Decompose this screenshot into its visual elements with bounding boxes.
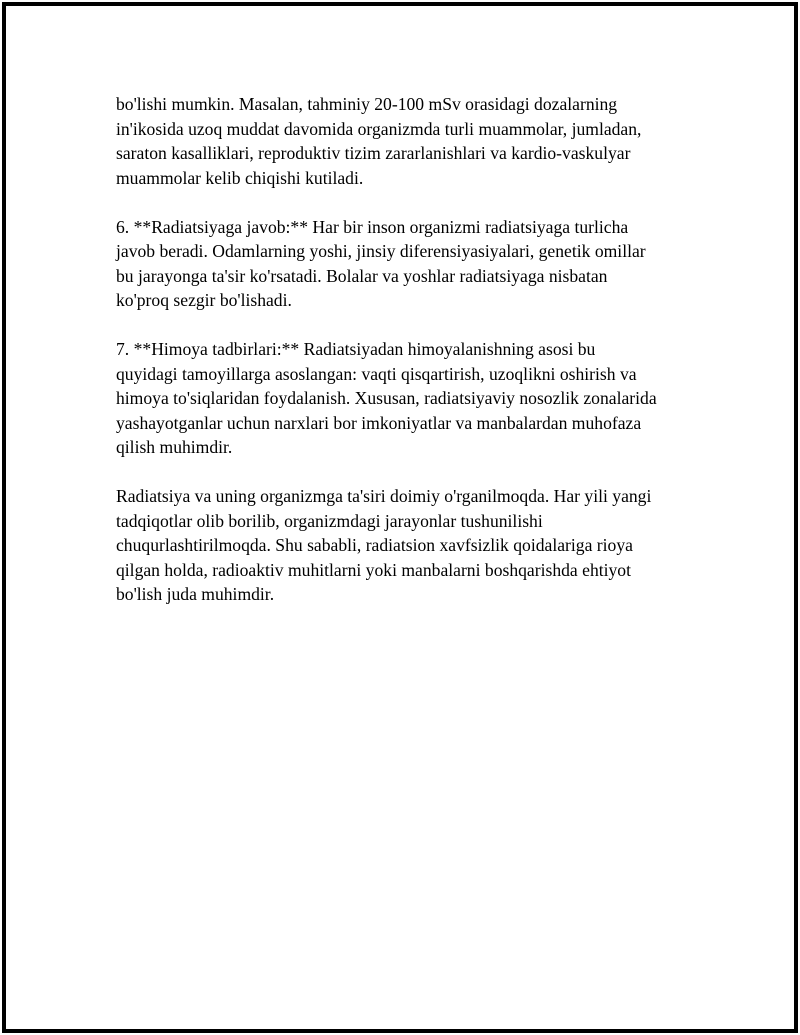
text-line: chuqurlashtirilmoqda. Shu sababli, radiatsion xavfsizlik qoidalariga rioya	[116, 535, 633, 555]
text-line: 6. **Radiatsiyaga javob:** Har bir inson organizmi radiatsiyaga turlicha	[116, 216, 629, 237]
text-line: Radiatsiya va uning organizmga ta'siri doimiy o'rganilmoqda. Har yili yangi	[116, 486, 652, 506]
text-line: 7. **Himoya tadbirlari:** Radiatsiyadan himoyalanishning asosi bu	[116, 339, 596, 359]
text-line: quyidagi tamoyillarga asoslangan: vaqti qisqartirish, uzoqlikni oshirish va	[116, 363, 637, 384]
text-line: tadqiqotlar olib borilib, organizmdagi jarayonlar tushunilishi	[116, 510, 543, 531]
text-line: yashayotganlar uchun narxlari bor imkoniyatlar va manbalardan muhofaza	[116, 412, 642, 433]
paragraph-radiation-response	[116, 215, 696, 313]
text-line: bo'lish juda muhimdir.	[116, 584, 275, 604]
text-line: bu jarayonga ta'sir ko'rsatadi. Bolalar va yoshlar radiatsiyaga nisbatan	[116, 265, 608, 286]
paragraph-protection-measures	[116, 337, 696, 460]
text-line: himoya to'siqlaridan foydalanish. Xususan, radiatsiyaviy nosozlik zonalarida	[116, 388, 657, 408]
paragraph-conclusion	[116, 484, 696, 607]
paragraph-dose-effects	[116, 92, 696, 190]
text-line: in'ikosida uzoq muddat davomida organizmda turli muammolar, jumladan,	[116, 118, 642, 139]
text-line: bo'lishi mumkin. Masalan, tahminiy 20-100 mSv orasidagi dozalarning	[116, 94, 618, 114]
text-line: ko'proq sezgir bo'lishadi.	[116, 290, 292, 310]
text-line: javob beradi. Odamlarning yoshi, jinsiy diferensiyasiyalari, genetik omillar	[116, 241, 646, 261]
text-line: saraton kasalliklari, reproduktiv tizim zararlanishlari va kardio-vaskulyar	[116, 143, 631, 163]
text-line: qilgan holda, radioaktiv muhitlarni yoki manbalarni boshqarishda ehtiyot	[116, 559, 631, 580]
text-line: muammolar kelib chiqishi kutiladi.	[116, 167, 364, 188]
document-body	[116, 92, 696, 631]
text-line: qilish muhimdir.	[116, 437, 233, 457]
